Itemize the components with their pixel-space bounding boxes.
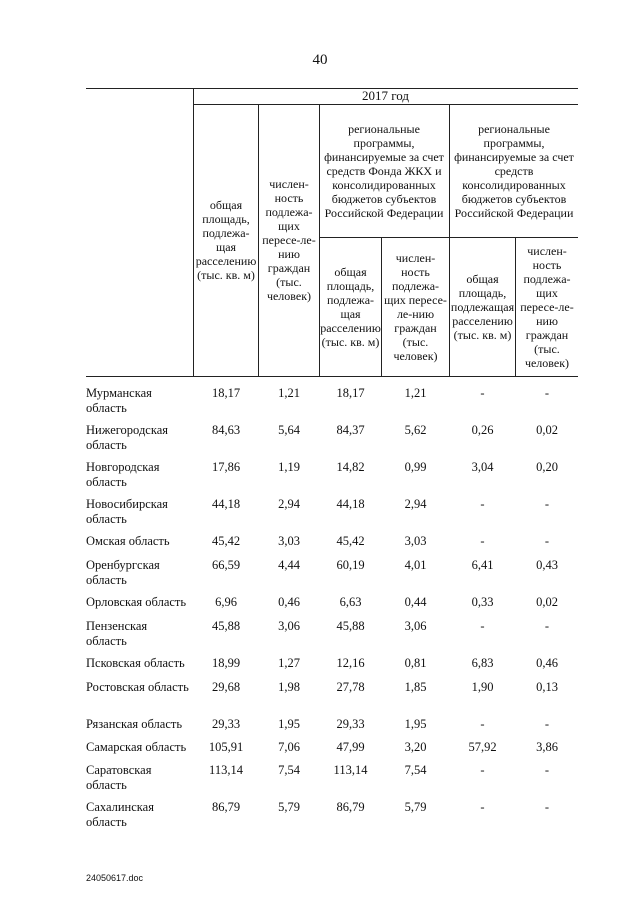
- value-c3: 14,82: [336, 460, 365, 474]
- value-c3: 45,42: [336, 534, 365, 548]
- value-c1: 17,86: [211, 460, 241, 474]
- header-fund-people: числен-ность подлежа-щих пересе-ле-нию граждан (тыс. человек): [384, 250, 447, 363]
- value-c4: 0,99: [404, 460, 427, 474]
- value-c3: 47,99: [336, 740, 365, 754]
- value-c6: 0,46: [536, 656, 558, 670]
- value-c5: -: [480, 800, 485, 814]
- value-c5: -: [480, 386, 485, 400]
- value-c6: -: [544, 619, 550, 633]
- value-c4: 1,21: [404, 386, 427, 400]
- value-c4: 5,79: [404, 800, 427, 814]
- value-c2: 3,06: [278, 619, 300, 633]
- header-total-area: общая площадь, подлежа-щая расселению (тыс. кв. м): [195, 198, 257, 282]
- value-c4: 1,95: [404, 717, 427, 731]
- value-c5: 1,90: [471, 680, 494, 694]
- page-number: 40: [312, 52, 328, 68]
- value-c5: 0,26: [471, 423, 494, 437]
- value-c2: 0,46: [278, 595, 300, 609]
- header-fund-area: общая площадь, подлежа-щая расселению (тыс. кв. м): [320, 264, 381, 349]
- value-c4: 3,06: [404, 619, 427, 633]
- value-c4: 3,03: [404, 534, 427, 548]
- value-c1: 6,96: [215, 595, 237, 609]
- value-c1: 84,63: [211, 423, 241, 437]
- header-budget-area: общая площадь, подлежащая расселению (тыс. кв. м): [450, 271, 515, 342]
- value-c6: -: [544, 717, 550, 731]
- value-c2: 1,19: [278, 460, 300, 474]
- value-c4: 1,85: [404, 680, 427, 694]
- value-c1: 18,17: [211, 386, 241, 400]
- value-c3: 84,37: [336, 423, 365, 437]
- header-rule-bottom: [86, 376, 578, 377]
- value-c6: 0,02: [536, 595, 558, 609]
- value-c2: 1,95: [278, 717, 300, 731]
- region-name: Псковская область: [86, 656, 185, 670]
- value-c5: -: [480, 763, 485, 777]
- value-c1: 86,79: [211, 800, 241, 814]
- value-c2: 3,03: [278, 534, 300, 548]
- region-name: Саратовская область: [86, 763, 152, 792]
- value-c1: 45,88: [211, 619, 241, 633]
- value-c6: 0,02: [536, 423, 558, 437]
- value-c1: 113,14: [209, 763, 243, 777]
- region-name: Новосибирская область: [86, 497, 168, 526]
- region-name: Пензенская область: [86, 619, 148, 648]
- value-c4: 7,54: [404, 763, 427, 777]
- value-c3: 113,14: [333, 763, 368, 777]
- value-c5: 6,83: [471, 656, 494, 670]
- value-c3: 29,33: [336, 717, 365, 731]
- value-c2: 1,21: [278, 386, 300, 400]
- region-name: Нижегородская область: [86, 423, 169, 452]
- value-c6: 0,13: [536, 680, 558, 694]
- value-c4: 3,20: [404, 740, 427, 754]
- value-c5: 0,33: [471, 595, 494, 609]
- value-c6: -: [544, 763, 550, 777]
- region-name: Ростовская область: [86, 680, 189, 694]
- value-c4: 0,44: [404, 595, 427, 609]
- region-name: Оренбургская область: [86, 558, 160, 587]
- value-c4: 0,81: [404, 656, 427, 670]
- region-name: Самарская область: [86, 740, 187, 754]
- region-name: Новгородская область: [86, 460, 160, 489]
- table-header: [86, 88, 578, 376]
- value-c1: 29,68: [211, 680, 241, 694]
- value-c2: 5,79: [278, 800, 300, 814]
- value-c5: -: [480, 534, 485, 548]
- value-c4: 5,62: [404, 423, 427, 437]
- header-divider-2: [258, 104, 259, 376]
- value-c5: -: [480, 619, 485, 633]
- header-group-fund: региональные программы, финансируемые за счет средств Фонда ЖКХ и консолидированных бюджетов субъектов Российской Федерации: [324, 121, 444, 220]
- value-c3: 86,79: [336, 800, 365, 814]
- value-c2: 1,98: [278, 680, 300, 694]
- value-c2: 2,94: [278, 497, 300, 511]
- value-c3: 18,17: [336, 386, 365, 400]
- value-c6: -: [544, 497, 550, 511]
- region-name: Орловская область: [86, 595, 187, 609]
- value-c2: 4,44: [278, 558, 300, 572]
- region-name: Рязанская область: [86, 717, 183, 731]
- header-year: 2017 год: [362, 88, 409, 103]
- value-c6: 0,43: [536, 558, 558, 572]
- value-c6: -: [544, 800, 550, 814]
- value-c5: -: [480, 717, 485, 731]
- region-name: Мурманская область: [86, 386, 152, 415]
- value-c5: 6,41: [471, 558, 494, 572]
- value-c2: 7,54: [278, 763, 300, 777]
- document-filename: 24050617.doc: [86, 873, 144, 883]
- value-c3: 45,88: [336, 619, 365, 633]
- value-c1: 105,91: [208, 740, 244, 754]
- value-c1: 18,99: [211, 656, 241, 670]
- value-c6: -: [544, 386, 550, 400]
- value-c3: 12,16: [336, 656, 365, 670]
- value-c1: 66,59: [211, 558, 241, 572]
- value-c2: 5,64: [278, 423, 300, 437]
- value-c3: 60,19: [336, 558, 365, 572]
- value-c2: 1,27: [278, 656, 300, 670]
- value-c1: 29,33: [211, 717, 241, 731]
- value-c6: -: [544, 534, 550, 548]
- value-c4: 2,94: [404, 497, 427, 511]
- value-c5: 57,92: [468, 740, 497, 754]
- value-c6: 3,86: [536, 740, 558, 754]
- header-group-budget: региональные программы, финансируемые за счет средств консолидированных бюджетов субъектов Российской Федерации: [454, 121, 574, 220]
- header-total-people: числен-ность подлежа-щих пересе-ле-нию граждан (тыс. человек): [262, 177, 316, 303]
- value-c4: 4,01: [404, 558, 427, 572]
- value-c3: 27,78: [336, 680, 365, 694]
- value-c2: 7,06: [278, 740, 300, 754]
- value-c3: 6,63: [339, 595, 362, 609]
- value-c5: -: [480, 497, 485, 511]
- value-c3: 44,18: [336, 497, 365, 511]
- header-budget-people: числен-ность подлежа-щих пересе-ле-нию граждан (тыс. человек): [520, 243, 574, 370]
- value-c6: 0,20: [536, 460, 558, 474]
- region-name: Омская область: [86, 534, 170, 548]
- value-c5: 3,04: [471, 460, 494, 474]
- value-c1: 44,18: [211, 497, 241, 511]
- value-c1: 45,42: [211, 534, 241, 548]
- region-name: Сахалинская область: [86, 800, 154, 829]
